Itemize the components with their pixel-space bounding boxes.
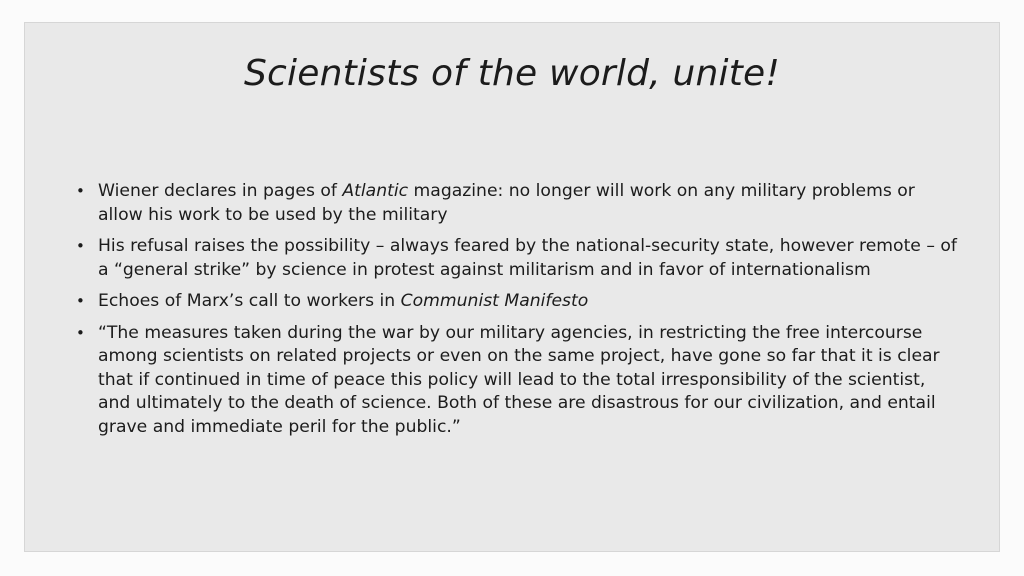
bullet-text: magazine: no longer will work on any military problems or allow his work to be used by the military: [98, 181, 915, 225]
bullet-text: His refusal raises the possibility – always feared by the national-security state, however remote – of a “general strike” by science in protest against militarism and in favor of internationalism: [98, 236, 957, 280]
bullet-item: [73, 180, 963, 227]
bullet-icon: •: [76, 237, 85, 255]
bullet-icon: •: [76, 182, 85, 200]
bullet-text-italic: Atlantic: [342, 181, 409, 201]
bullet-text: “The measures taken during the war by our military agencies, in restricting the free intercourse among scientists on related projects or even on the same project, have gone so far that it is clear that if continued in time of peace this policy will lead to the total irresponsibility of the scientist, and ultimately to the death of science. Both of these are disastrous for our civilization, and entail grave and immediate peril for the public.”: [98, 322, 940, 437]
slide-title: Scientists of the world, unite!: [243, 53, 780, 94]
bullet-list: [73, 180, 963, 447]
bullet-text: Echoes of Marx’s call to workers in: [98, 291, 401, 311]
bullet-item: [73, 235, 963, 282]
bullet-item: [73, 322, 963, 440]
bullet-icon: •: [76, 323, 85, 342]
slide: [24, 22, 1000, 552]
bullet-text: Wiener declares in pages of: [98, 181, 343, 201]
bullet-text-italic: Communist Manifesto: [400, 291, 589, 311]
bullet-item: [73, 290, 963, 314]
bullet-icon: •: [76, 292, 85, 310]
